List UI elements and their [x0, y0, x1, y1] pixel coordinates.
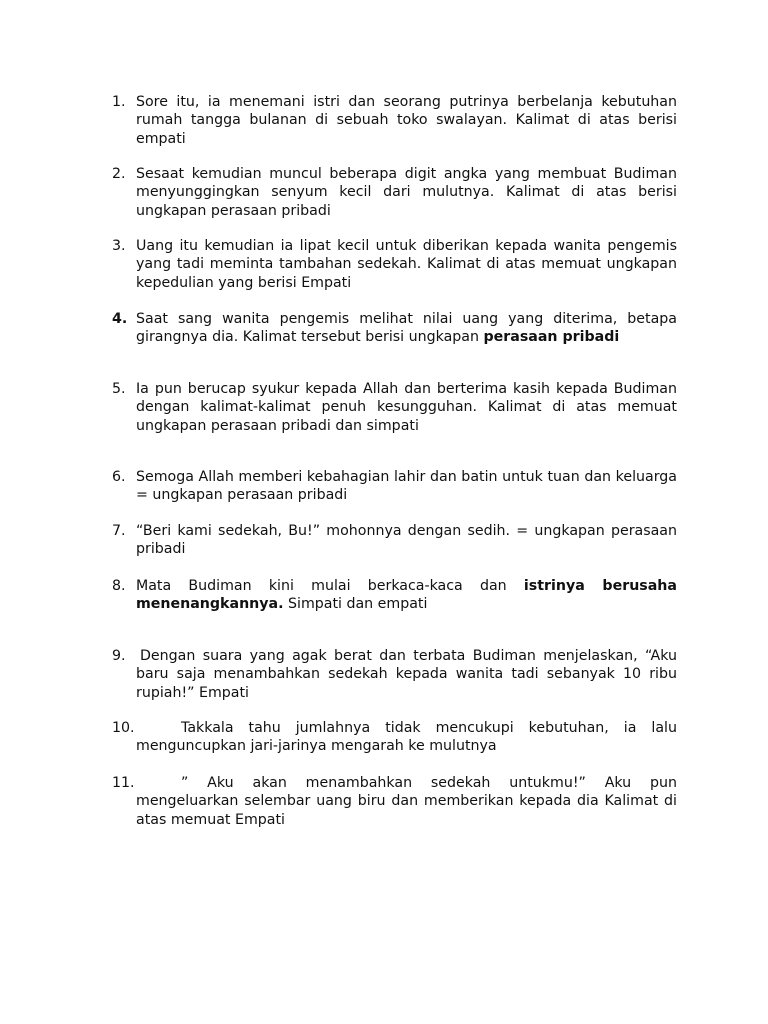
item-text: Dengan suara yang agak berat dan terbata Budiman menjelaskan, “Aku baru saja menambahkan sedekah kepada wanita tadi sebanyak 10 ribu rupiah!” Empati: [136, 648, 677, 701]
list-item: [112, 93, 677, 148]
item-text: ” Aku akan menambahkan sedekah untukmu!” Aku pun mengeluarkan selembar uang biru dan memberikan kepada dia Kalimat di atas memuat Empati: [136, 775, 677, 828]
list-item: [112, 380, 677, 435]
list-item: [112, 522, 677, 559]
item-text: Mata Budiman kini mulai berkaca-kaca dan istrinya berusaha menenangkannya. Simpati dan empati: [136, 578, 677, 613]
list-item: [112, 647, 677, 702]
item-number: 7.: [112, 523, 126, 539]
item-text: Ia pun berucap syukur kepada Allah dan berterima kasih kepada Budiman dengan kalimat-kalimat penuh kesungguhan. Kalimat di atas memuat ungkapan perasaan pribadi dan simpati: [136, 381, 677, 434]
item-number: 6.: [112, 469, 126, 485]
item-text: Sesaat kemudian muncul beberapa digit angka yang membuat Budiman menyunggingkan senyum kecil dari mulutnya. Kalimat di atas berisi ungkapan perasaan pribadi: [136, 166, 677, 219]
item-number: 3.: [112, 238, 126, 254]
item-text: Sore itu, ia menemani istri dan seorang putrinya berbelanja kebutuhan rumah tangga bulanan di sebuah toko swalayan. Kalimat di atas berisi empati: [136, 94, 677, 147]
item-text: Saat sang wanita pengemis melihat nilai uang yang diterima, betapa girangnya dia. Kalimat tersebut berisi ungkapan perasaan pribadi: [136, 311, 677, 346]
list-item: [112, 719, 677, 756]
item-text: Takkala tahu jumlahnya tidak mencukupi kebutuhan, ia lalu menguncupkan jari-jarinya mengarah ke mulutnya: [136, 720, 677, 755]
list-item: [112, 468, 677, 505]
item-number: 2.: [112, 166, 126, 182]
item-number: 10.: [112, 720, 135, 736]
item-number: 9.: [112, 648, 126, 664]
bold-phrase: perasaan pribadi: [483, 329, 620, 346]
item-text: “Beri kami sedekah, Bu!” mohonnya dengan sedih. = ungkapan perasaan pribadi: [136, 523, 677, 558]
list-item: [112, 774, 677, 829]
item-number: 11.: [112, 775, 135, 791]
list-item: [112, 577, 677, 614]
item-number: 8.: [112, 578, 126, 594]
item-number: 4.: [112, 311, 128, 327]
list-item: [112, 165, 677, 220]
item-text: Semoga Allah memberi kebahagian lahir dan batin untuk tuan dan keluarga = ungkapan perasaan pribadi: [136, 469, 677, 504]
item-number: 1.: [112, 94, 126, 110]
item-number: 5.: [112, 381, 126, 397]
bold-phrase: istrinya berusaha menenangkannya.: [136, 578, 677, 613]
list-item: [112, 237, 677, 292]
item-text: Uang itu kemudian ia lipat kecil untuk diberikan kepada wanita pengemis yang tadi meminta tambahan sedekah. Kalimat di atas memuat ungkapan kepedulian yang berisi Empati: [136, 238, 677, 291]
list-item: [112, 310, 677, 347]
